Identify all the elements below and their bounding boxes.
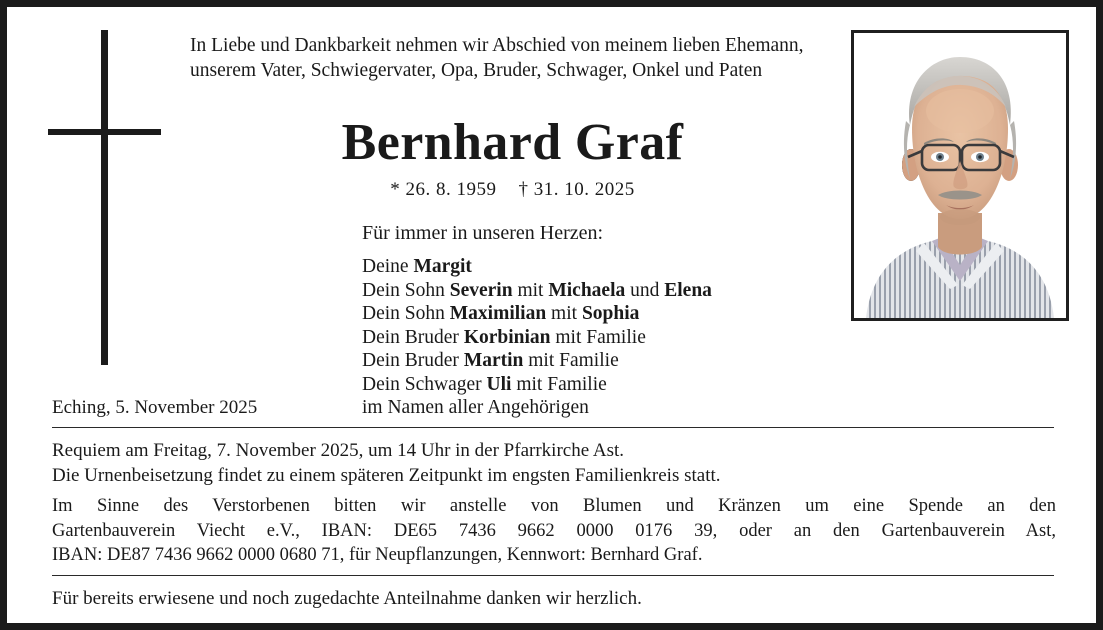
cross-horizontal-bar [48, 129, 161, 135]
list-item: Dein Schwager Uli mit Familie [362, 373, 607, 395]
requiem-line: Requiem am Freitag, 7. November 2025, um 14 Uhr in der Pfarrkirche Ast. [52, 440, 624, 461]
list-item: Deine Margit [362, 256, 472, 277]
christian-cross-icon [48, 30, 168, 370]
donation-line: Gartenbauverein Viecht e.V., IBAN: DE65 7436 9662 0000 0176 39, oder an den Gartenbauverein Ast, [52, 520, 1056, 541]
list-item: Dein Bruder Martin mit Familie [362, 350, 619, 372]
closing-thanks: Für bereits erwiesene und noch zugedachte Anteilnahme danken wir herzlich. [52, 588, 642, 609]
list-item: Dein Sohn Maximilian mit Sophia [362, 303, 640, 325]
divider-bottom [52, 575, 1054, 576]
intro-text: In Liebe und Dankbarkeit nehmen wir Abschied von meinem lieben Ehemann, unserem Vater, Schwiegervater, Opa, Bruder, Schwager, Onkel und Paten [190, 35, 804, 81]
requiem-info [52, 438, 1057, 488]
cross-vertical-bar [101, 30, 108, 365]
list-item: Dein Sohn Severin mit Michaela und Elena [362, 279, 712, 301]
donation-line: IBAN: DE87 7436 9662 0000 0680 71, für Neupflanzungen, Kennwort: Bernhard Graf. [52, 545, 703, 566]
birth-date: * 26. 8. 1959 [390, 179, 497, 200]
list-item: Dein Bruder Korbinian mit Familie [362, 326, 646, 348]
deceased-portrait-photo [851, 30, 1069, 321]
donation-request [52, 494, 1056, 568]
death-date: † 31. 10. 2025 [518, 179, 635, 200]
divider-top [52, 427, 1054, 428]
life-dates [190, 179, 835, 201]
survivors-list [362, 255, 712, 397]
portrait-illustration [854, 33, 1066, 318]
deceased-name: Bernhard Graf [341, 114, 684, 171]
place-and-date: Eching, 5. November 2025 [52, 397, 258, 418]
donation-line: Im Sinne des Verstorbenen bitten wir anstelle von Blumen und Kränzen um eine Spende an den [52, 496, 1056, 516]
requiem-line: Die Urnenbeisetzung findet zu einem späteren Zeitpunkt im engsten Familienkreis statt. [52, 465, 721, 486]
on-behalf-text: im Namen aller Angehörigen [362, 397, 589, 418]
notice-inner [7, 7, 1096, 623]
in-memory-heading: Für immer in unseren Herzen: [362, 222, 604, 244]
